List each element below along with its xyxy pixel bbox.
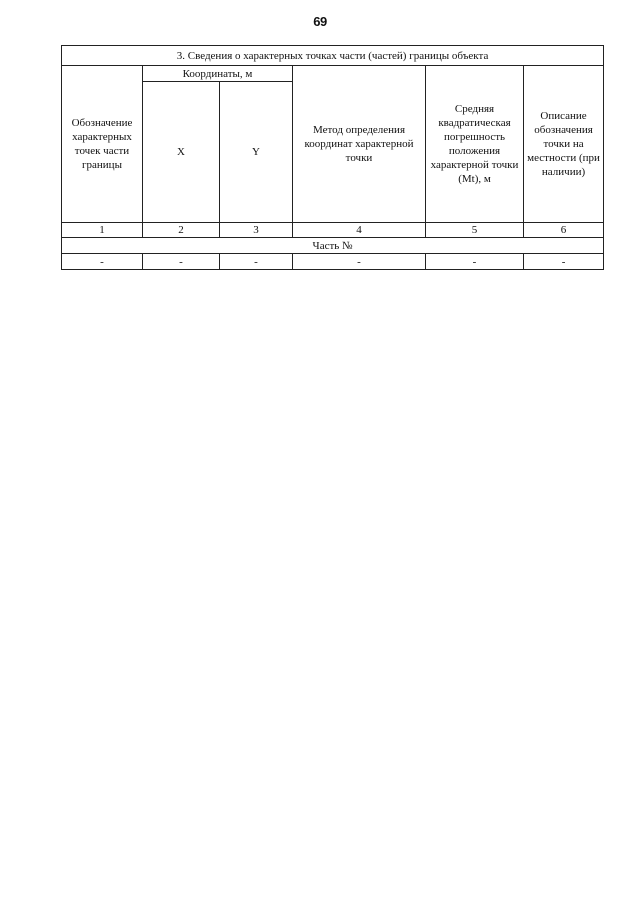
- header-y: Y: [220, 82, 293, 223]
- part-number-label: Часть №: [62, 238, 604, 254]
- column-number: 3: [220, 223, 293, 238]
- header-description: Описание обозначения точки на местности (при наличии): [524, 66, 604, 223]
- header-x: X: [143, 82, 220, 223]
- header-mean-error: Средняя квадратическая погрешность положения характерной точки (Mt), м: [426, 66, 524, 223]
- section-title: 3. Сведения о характерных точках части (частей) границы объекта: [62, 46, 604, 66]
- table-cell: -: [143, 254, 220, 270]
- header-point-designation: Обозначение характерных точек части границы: [62, 66, 143, 223]
- column-number: 1: [62, 223, 143, 238]
- characteristic-points-table: [61, 45, 604, 270]
- header-method: Метод определения координат характерной точки: [293, 66, 426, 223]
- column-number: 2: [143, 223, 220, 238]
- table-row: [62, 254, 604, 270]
- table-cell: -: [62, 254, 143, 270]
- column-number: 6: [524, 223, 604, 238]
- header-coordinates-group: Координаты, м: [143, 66, 293, 82]
- table-cell: -: [220, 254, 293, 270]
- column-numbers-row: [62, 223, 604, 238]
- column-number: 5: [426, 223, 524, 238]
- table-cell: -: [293, 254, 426, 270]
- table-cell: -: [426, 254, 524, 270]
- page-number: 69: [313, 14, 327, 29]
- column-number: 4: [293, 223, 426, 238]
- table-cell: -: [524, 254, 604, 270]
